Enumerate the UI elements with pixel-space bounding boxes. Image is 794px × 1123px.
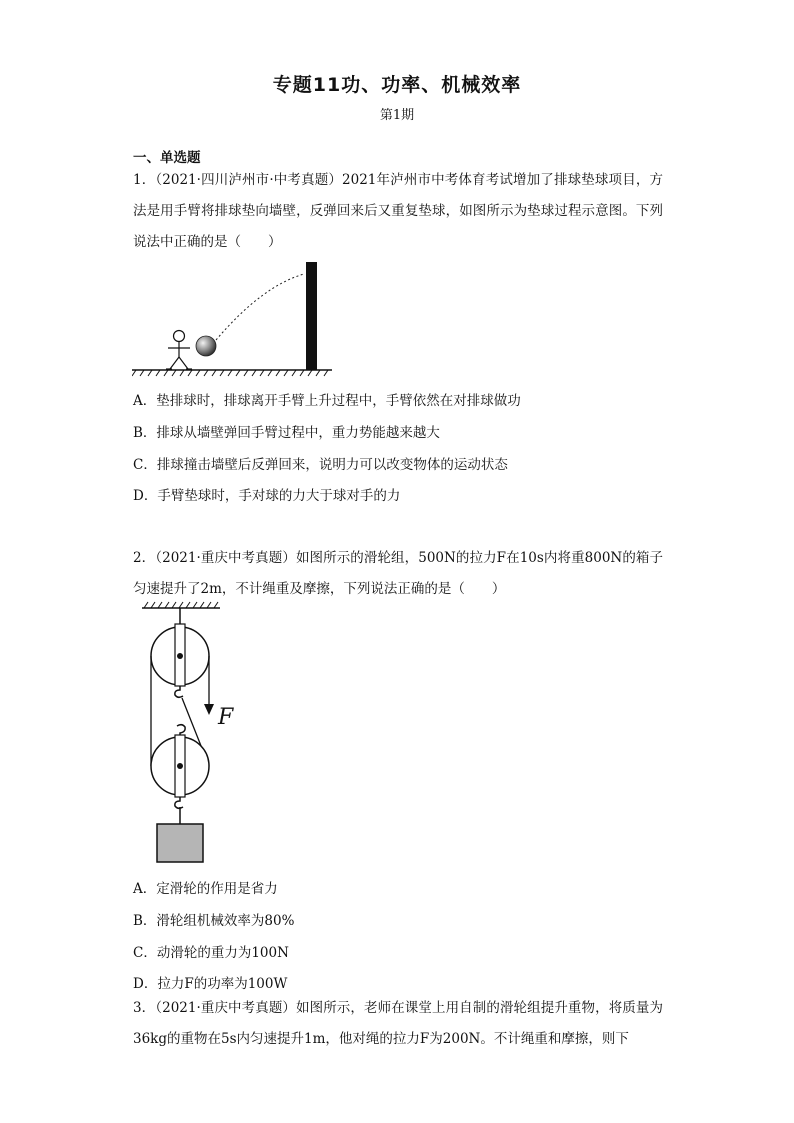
question-1-stem: 1．（2021·四川泸州市·中考真题）2021年泸州市中考体育考试增加了排球垫球项目，方法是用手臂将排球垫向墙壁，反弹回来后又重复垫球，如图所示为垫球过程示意图。下列说法中正确的是（ ） [133, 172, 663, 250]
question-2-option-a: A．定滑轮的作用是省力 [133, 881, 278, 897]
force-arrow [204, 695, 214, 715]
question-1-option-a: A．垫排球时，排球离开手臂上升过程中，手臂依然在对排球做功 [133, 393, 521, 409]
ball-trajectory [216, 274, 304, 340]
movable-pulley-bottom-hook [175, 797, 183, 808]
section-heading: 一、单选题 [133, 150, 201, 166]
movable-pulley [151, 735, 209, 797]
fixed-pulley [151, 624, 209, 686]
question-1-option-b: B．排球从墙壁弹回手臂过程中，重力势能越来越大 [133, 425, 440, 441]
page-title: 专题11功、功率、机械效率 [272, 74, 522, 96]
fixed-pulley-hook [175, 686, 183, 697]
force-label: F [218, 705, 234, 730]
page-subtitle: 第1期 [379, 108, 415, 123]
question-2-option-d: D．拉力F的功率为100W [133, 976, 288, 992]
load-box [157, 824, 203, 862]
ground-hatch [132, 370, 328, 376]
question-3-stem: 3．（2021·重庆中考真题）如图所示，老师在课堂上用自制的滑轮组提升重物，将质量为36kg的重物在5s内匀速提升1m，他对绳的拉力F为200N。不计绳重和摩擦，则下 [133, 1000, 663, 1047]
question-2-option-b: B．滑轮组机械效率为80% [133, 913, 295, 929]
ceiling-hatch [144, 602, 218, 608]
question-1-option-c: C．排球撞击墙壁后反弹回来，说明力可以改变物体的运动状态 [133, 457, 508, 473]
person-figure [166, 331, 192, 370]
question-2-option-c: C．动滑轮的重力为100N [133, 945, 289, 961]
volleyball-figure [132, 256, 352, 381]
question-1-option-d: D．手臂垫球时，手对球的力大于球对手的力 [133, 488, 401, 504]
volleyball [196, 336, 216, 356]
pulley-figure [138, 598, 258, 868]
question-2-stem: 2．（2021·重庆中考真题）如图所示的滑轮组，500N的拉力F在10s内将重800N的箱子匀速提升了2m，不计绳重及摩擦，下列说法正确的是（ ） [133, 550, 663, 597]
wall [306, 262, 317, 370]
